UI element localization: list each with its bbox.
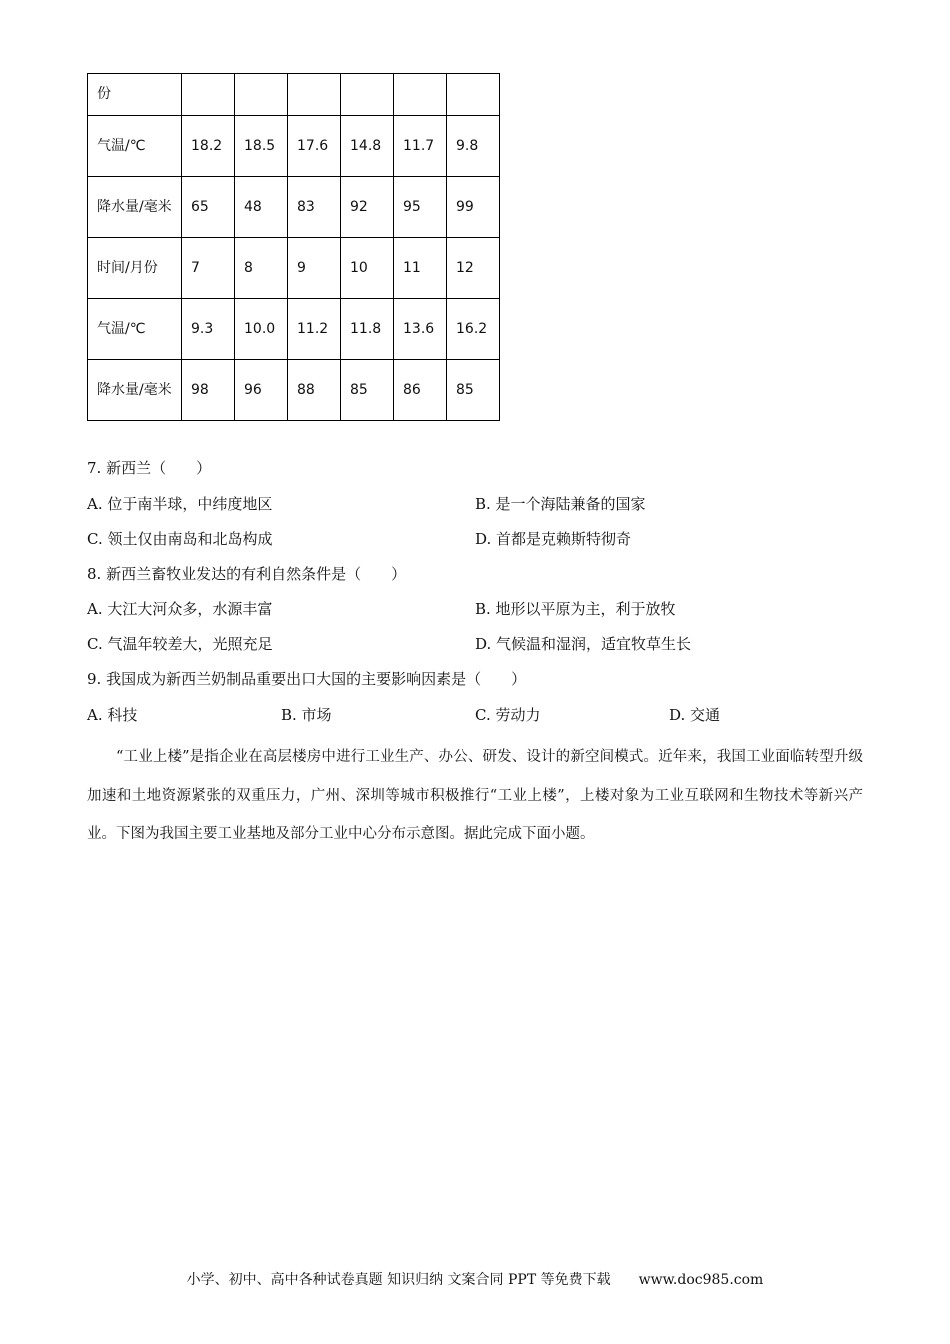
table-cell [182,74,235,116]
table-cell: 13.6 [394,299,447,360]
question-9-stem: 9. 我国成为新西兰奶制品重要出口大国的主要影响因素是（ ） [87,670,527,688]
table-cell: 11.8 [341,299,394,360]
table-cell: 8 [235,238,288,299]
climate-table-body [88,74,500,421]
table-cell: 92 [341,177,394,238]
table-cell: 10.0 [235,299,288,360]
table-row-header: 降水量/毫米 [88,177,182,238]
question-9-option-a: A. 科技 [87,706,138,724]
question-7-option-d: D. 首都是克赖斯特彻奇 [475,530,632,548]
table-cell [447,74,500,116]
passage-industry-upstairs: “工业上楼”是指企业在高层楼房中进行工业生产、办公、研发、设计的新空间模式。近年来，我国工业面临转型升级加速和土地资源紧张的双重压力，广州、深圳等城市积极推行“工业上楼”，上楼对象为工业互联网和生物技术等新兴产业。下图为我国主要工业基地及部分工业中心分布示意图。据此完成下面小题。 [87,749,863,842]
footer-watermark: 小学、初中、高中各种试卷真题 知识归纳 文案合同 PPT 等免费下载 www.doc985.com [186,1272,764,1288]
table-cell: 18.2 [182,116,235,177]
question-9-option-d: D. 交通 [669,706,721,724]
table-cell: 11.7 [394,116,447,177]
table-cell: 85 [447,360,500,421]
table-cell: 10 [341,238,394,299]
table-cell: 96 [235,360,288,421]
table-cell: 16.2 [447,299,500,360]
table-row [88,116,500,177]
table-cell: 86 [394,360,447,421]
table-cell: 98 [182,360,235,421]
table-cell: 83 [288,177,341,238]
table-cell [341,74,394,116]
question-8-option-b: B. 地形以平原为主，利于放牧 [475,600,676,618]
question-8-stem: 8. 新西兰畜牧业发达的有利自然条件是（ ） [87,565,407,583]
question-7-option-c: C. 领土仅由南岛和北岛构成 [87,530,273,548]
table-cell: 9.3 [182,299,235,360]
question-8-option-c: C. 气温年较差大，光照充足 [87,635,273,653]
table-row [88,360,500,421]
table-cell: 11.2 [288,299,341,360]
climate-table [87,73,500,421]
table-row-header: 时间/月份 [88,238,182,299]
table-row-header: 气温/℃ [88,116,182,177]
table-cell: 85 [341,360,394,421]
table-cell: 95 [394,177,447,238]
question-7-option-b: B. 是一个海陆兼备的国家 [475,495,646,513]
question-9-option-c: C. 劳动力 [475,706,541,724]
table-cell: 88 [288,360,341,421]
table-cell: 65 [182,177,235,238]
question-8-option-a: A. 大江大河众多，水源丰富 [87,600,273,618]
table-cell [394,74,447,116]
table-cell: 17.6 [288,116,341,177]
table-cell [288,74,341,116]
table-row-header: 份 [88,74,182,116]
table-row-header: 气温/℃ [88,299,182,360]
table-row [88,299,500,360]
table-cell: 7 [182,238,235,299]
table-cell: 9.8 [447,116,500,177]
table-cell: 48 [235,177,288,238]
question-7-option-a: A. 位于南半球，中纬度地区 [87,495,273,513]
table-cell: 14.8 [341,116,394,177]
table-cell: 9 [288,238,341,299]
table-row [88,238,500,299]
table-cell: 99 [447,177,500,238]
table-cell: 18.5 [235,116,288,177]
question-7-stem: 7. 新西兰（ ） [87,459,212,477]
table-row [88,177,500,238]
question-9-option-b: B. 市场 [281,706,332,724]
table-cell: 11 [394,238,447,299]
table-row-header: 降水量/毫米 [88,360,182,421]
table-cell: 12 [447,238,500,299]
table-row [88,74,500,116]
question-8-option-d: D. 气候温和湿润，适宜牧草生长 [475,635,692,653]
table-cell [235,74,288,116]
